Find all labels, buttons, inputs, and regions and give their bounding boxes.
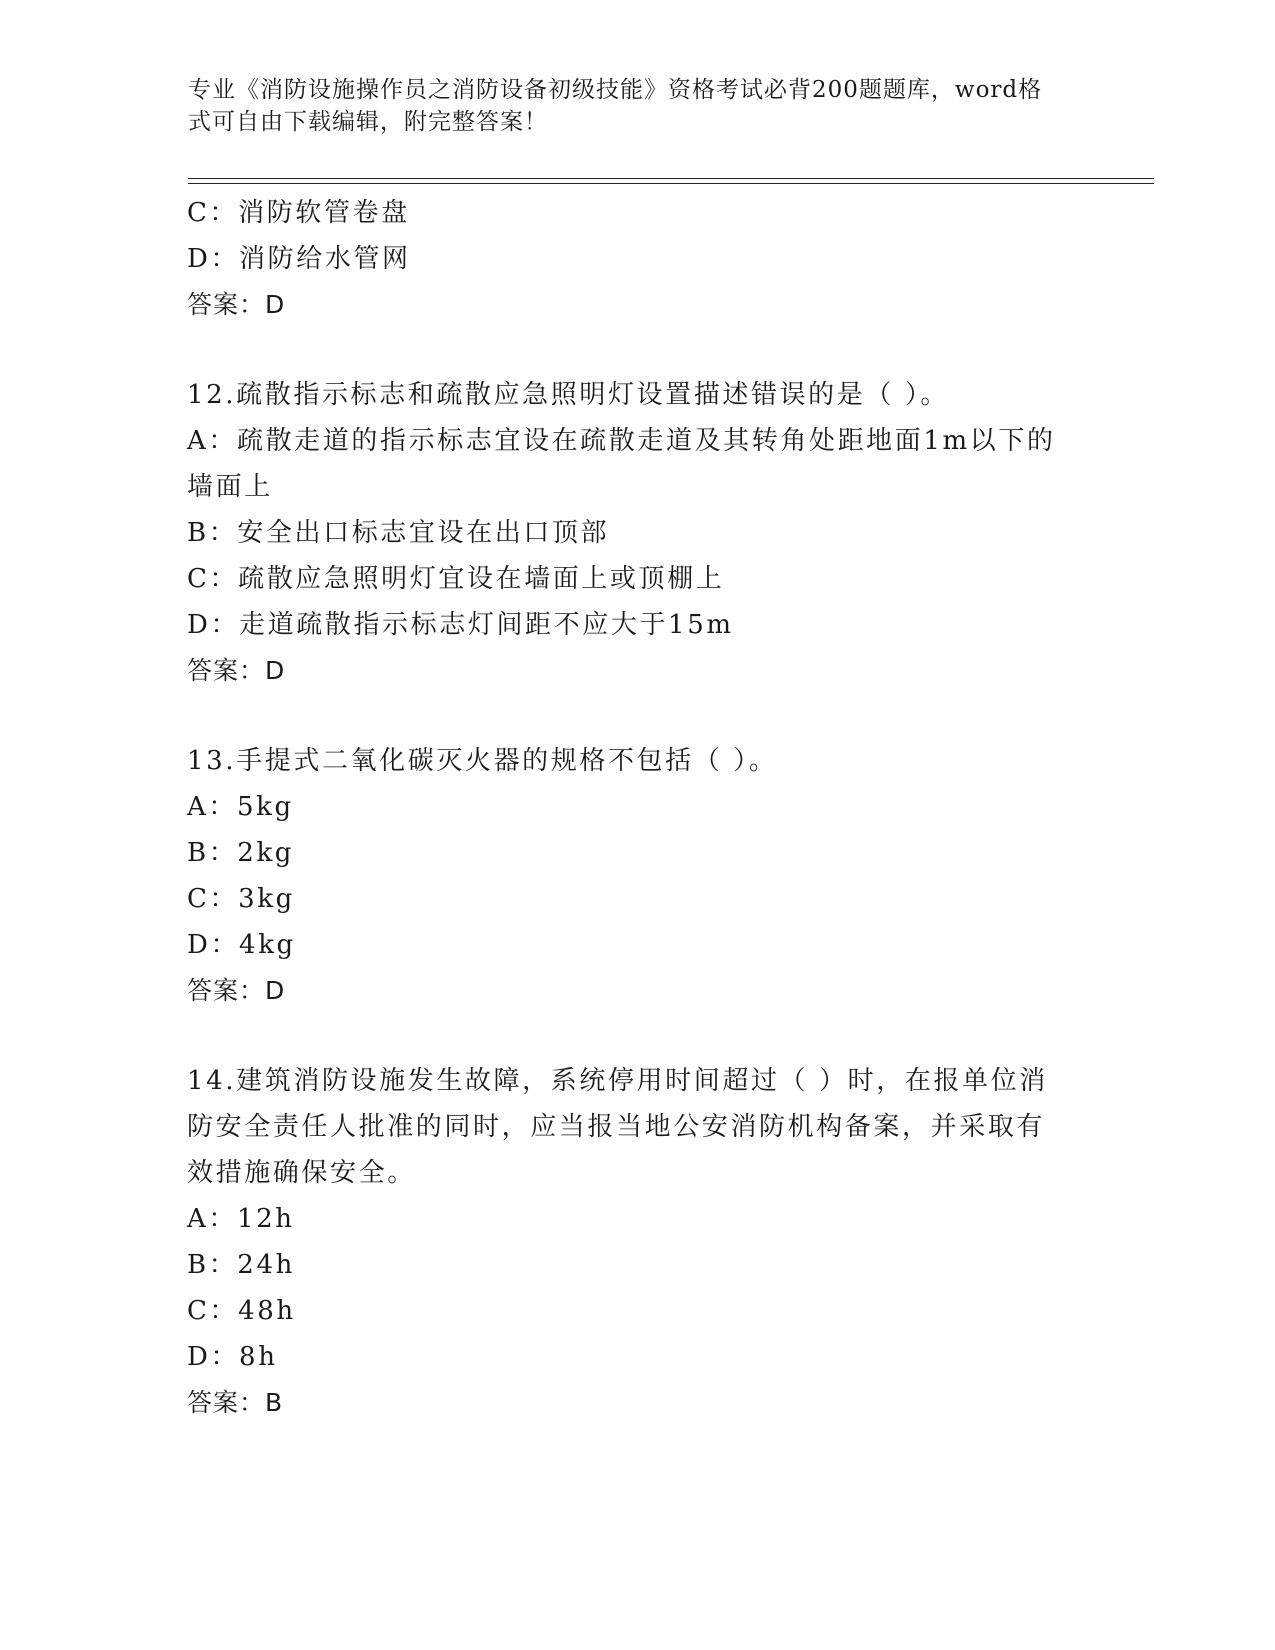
question-14 (187, 1058, 1087, 1426)
question-stem: 13.手提式二氧化碳灭火器的规格不包括（ ）。 (187, 746, 778, 776)
option-a-continued: 墙面上 (187, 472, 273, 502)
option-c: C：疏散应急照明灯宜设在墙面上或顶棚上 (187, 564, 725, 594)
option-b: B：24h (187, 1250, 295, 1280)
spacer (187, 328, 1087, 372)
option-d: D：消防给水管网 (187, 244, 411, 274)
header-divider-top (188, 178, 1154, 179)
question-list (187, 190, 1087, 1426)
question-stem-continued: 效措施确保安全。 (187, 1158, 416, 1188)
spacer (187, 1014, 1087, 1058)
question-stem: 12.疏散指示标志和疏散应急照明灯设置描述错误的是（ ）。 (187, 380, 950, 410)
option-b: B：2kg (187, 838, 295, 868)
question-13 (187, 738, 1087, 1014)
option-c: C：48h (187, 1296, 296, 1326)
header-divider-bottom (188, 183, 1154, 184)
option-d: D：走道疏散指示标志灯间距不应大于15m (187, 610, 734, 640)
spacer (187, 694, 1087, 738)
answer-line: 答案：D (187, 656, 286, 685)
question-stem: 14.建筑消防设施发生故障，系统停用时间超过（ ）时，在报单位消 (187, 1066, 1048, 1096)
option-a: A：12h (187, 1204, 295, 1234)
option-c: C：3kg (187, 884, 295, 914)
option-a: A：疏散走道的指示标志宜设在疏散走道及其转角处距地面1m以下的 (187, 426, 1056, 456)
question-11-tail (187, 190, 1087, 328)
option-b: B：安全出口标志宜设在出口顶部 (187, 518, 610, 548)
answer-line: 答案：D (187, 976, 286, 1005)
option-a: A：5kg (187, 792, 294, 822)
question-stem-continued: 防安全责任人批准的同时，应当报当地公安消防机构备案，并采取有 (187, 1112, 1046, 1142)
option-d: D：8h (187, 1342, 278, 1372)
header-line-1: 专业《消防设施操作员之消防设备初级技能》资格考试必背200题题库，word格 (188, 77, 1043, 103)
answer-line: 答案：D (187, 290, 286, 319)
header-line-2: 式可自由下载编辑，附完整答案！ (188, 109, 548, 135)
answer-line: 答案：B (187, 1388, 284, 1417)
question-12 (187, 372, 1087, 694)
option-c: C：消防软管卷盘 (187, 198, 410, 228)
option-d: D：4kg (187, 930, 296, 960)
document-header (188, 74, 1068, 138)
